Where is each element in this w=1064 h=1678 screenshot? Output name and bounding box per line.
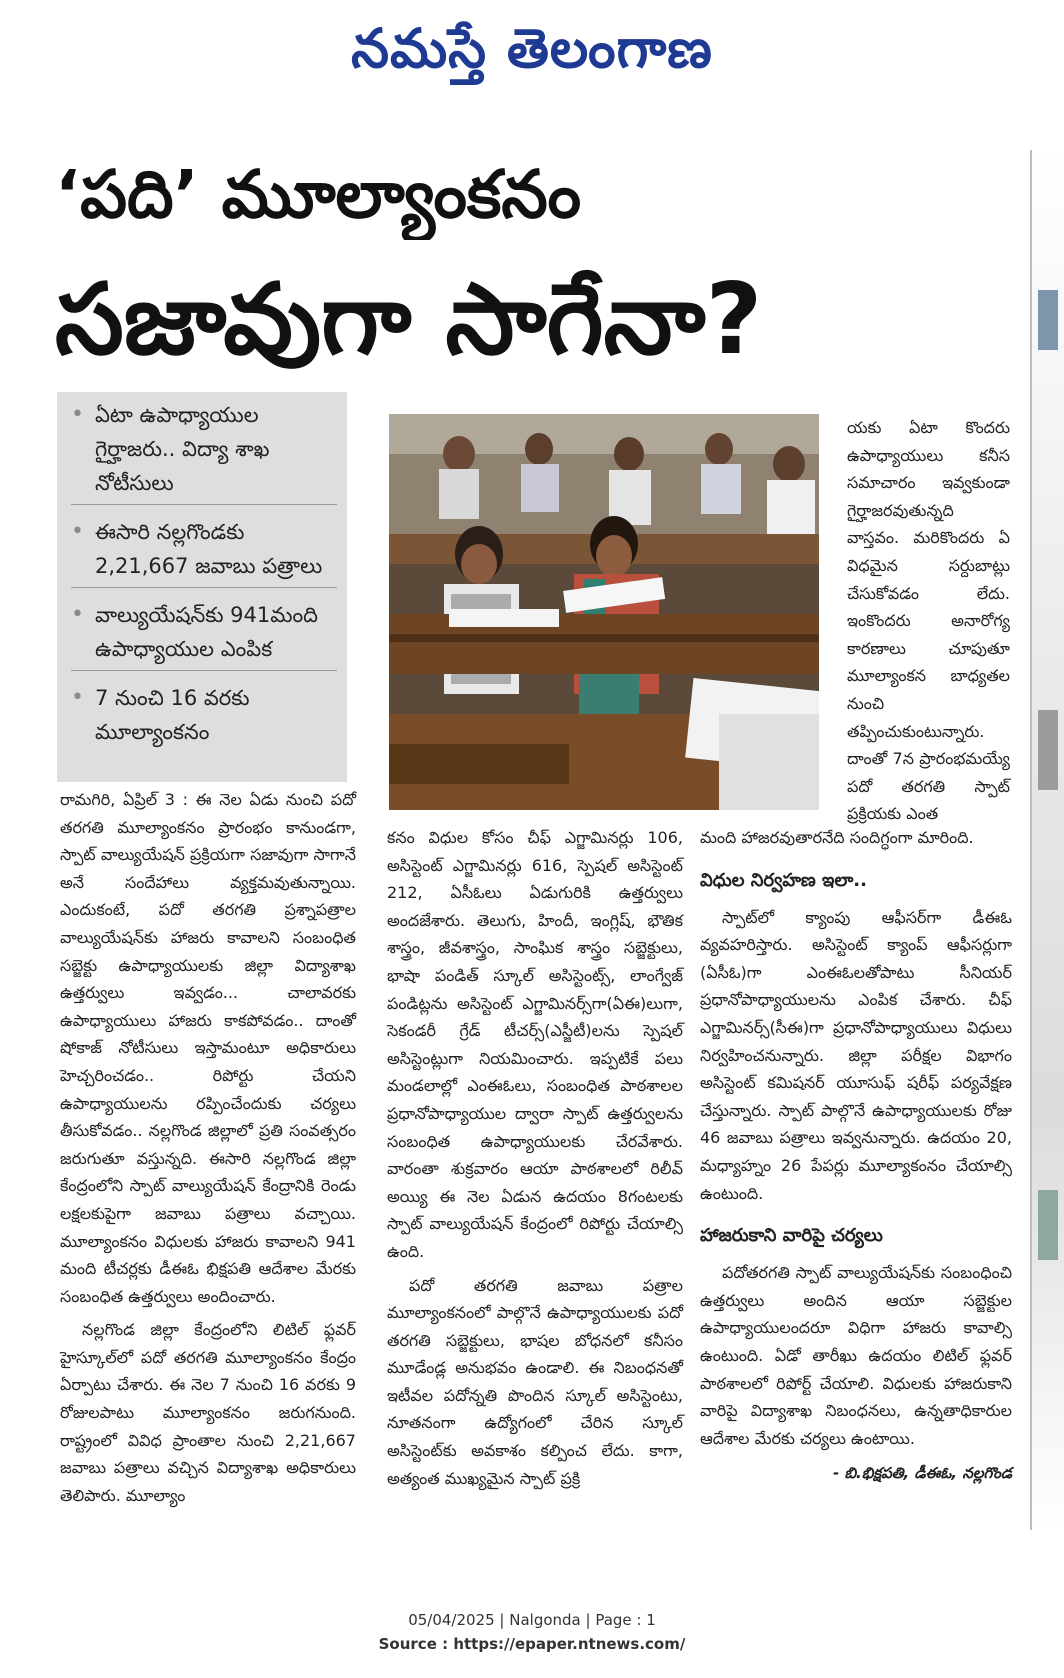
quote-signature: - బి.భిక్షపతి, డీఈఓ, నల్లగొండ bbox=[833, 1464, 1012, 1483]
footer-date-edition: 05/04/2025 | Nalgonda | Page : 1 bbox=[408, 1611, 656, 1629]
article-column-3-top bbox=[847, 414, 1010, 834]
paragraph: రామగిరి, ఏప్రిల్ 3 : ఈ నెల ఏడు నుంచి పదో తరగతి మూల్యాంకనం ప్రారంభం కానుండగా, స్పాట్ వాల్యుయేషన్ ప్రక్రియగా సజావుగా సాగానే అనే సందేహాలు వ్యక్తమవుతున్నాయి. ఎందుకంటే, పదో తరగతి ప్రశ్నాపత్రాల వాల్యుయేషన్‌కు హాజరు కావాలని సంబంధిత సబ్జెక్టు ఉపాధ్యాయులకు జిల్లా విద్యాశాఖ ఉత్తర్వులు ఇవ్వడం... చాలావరకు ఉపాధ్యాయులు హాజరు కాకపోవడం.. దాంతో షోకాజ్ నోటీసులు ఇస్తామంటూ అధికారులు హెచ్చరించడం.. రిపోర్టు చేయని ఉపాధ్యాయులను రప్పించేందుకు చర్యలు తీసుకోవడం.. నల్లగొండ జిల్లాలో ప్రతి సంవత్సరం జరుగుతూ వస్తున్నది. ఈసారి నల్లగొండ జిల్లా కేంద్రంలోని స్పాట్ వాల్యుయేషన్ కేంద్రానికి రెండు లక్షలకుపైగా జవాబు పత్రాలు వచ్చాయి. మూల్యాంకనం విధులకు హాజరు కావాలని 941 మంది టీచర్లకు డీఈఓ భిక్షపతి ఆదేశాల మేరకు సంబంధిత ఉత్తర్వులు అందించారు. bbox=[60, 790, 356, 1306]
subheading-actions: హాజరుకాని వారిపై చర్యలు bbox=[700, 1225, 883, 1247]
highlight-text: వాల్యుయేషన్‌కు 941మంది ఉపాధ్యాయుల ఎంపిక bbox=[95, 603, 318, 661]
article-column-2 bbox=[387, 824, 683, 1498]
edge-image-strip bbox=[1038, 710, 1058, 790]
highlight-text: ఏటా ఉపాధ్యాయుల గైర్హాజరు.. విద్యా శాఖ నోటీసులు bbox=[95, 403, 270, 495]
bullet-icon: • bbox=[71, 402, 84, 427]
edge-image-strip bbox=[1038, 290, 1058, 350]
bullet-icon: • bbox=[71, 685, 84, 710]
headline-line-2: సజావుగా సాగేనా? bbox=[55, 263, 763, 377]
paragraph: నల్లగొండ జిల్లా కేంద్రంలోని లిటిల్ ఫ్లవర్ హైస్కూల్‌లో పదో తరగతి మూల్యాంకనం కేంద్రం ఏర్పాటు చేశారు. ఈ నెల 7 నుంచి 16 వరకు 9 రోజులపాటు మూల్యాంకనం జరుగనుంది. రాష్ట్రంలో వివిధ ప్రాంతాల నుంచి 2,21,667 జవాబు పత్రాలు వచ్చిన విద్యాశాఖ అధికారులు తెలిపారు. మూల్యాం bbox=[60, 1320, 356, 1505]
paragraph: కనం విధుల కోసం చీఫ్ ఎగ్జామినర్లు 106, అసిస్టెంట్ ఎగ్జామినర్లు 616, స్పెషల్ అసిస్టెంట్ 212, ఏసీఓలు ఏడుగురికి ఉత్తర్వులు అందజేశారు. తెలుగు, హిందీ, ఇంగ్లిష్, భౌతిక శాస్త్రం, జీవశాస్త్రం, సాంఘిక శాస్త్రం సబ్జెక్టులు, భాషా పండిత్ స్కూల్ అసిస్టెంట్స్, లాంగ్వేజ్ పండిట్లను అసిస్టెంట్ ఎగ్జామినర్స్‌గా(ఏఈ)లుగా, సెకండరీ గ్రేడ్ టీచర్స్(ఎస్జీటీ)లను స్పెషల్ అసిస్టెంట్లుగా నియమించారు. ఇప్పటికే పలు మండలాల్లో ఎంఈఓలు, సంబంధిత పాఠశాలల ప్రధానోపాధ్యాయుల ద్వారా స్పాట్ ఉత్తర్వులను సంబంధిత ఉపాధ్యాయులకు చేరవేశారు. వారంతా శుక్రవారం ఆయా పాఠశాలలో రిలీవ్ అయ్యి ఈ నెల ఏడున ఉదయం 8గంటలకు స్పాట్ వాల్యుయేషన్ కేంద్రంలో రిపోర్టు చేయాల్సి ఉంది. bbox=[387, 828, 683, 1261]
bullet-icon: • bbox=[71, 519, 84, 544]
highlight-item bbox=[71, 598, 337, 671]
paragraph: మంది హాజరవుతారనేది సందిగ్ధంగా మారింది. bbox=[700, 828, 974, 847]
highlight-item bbox=[71, 398, 337, 505]
highlight-item bbox=[71, 515, 337, 588]
masthead-title: నమస్తే తెలంగాణ bbox=[351, 16, 713, 80]
highlight-item bbox=[71, 681, 337, 753]
highlight-text: 7 నుంచి 16 వరకు మూల్యాంకనం bbox=[95, 686, 250, 744]
article-column-1 bbox=[60, 786, 356, 1515]
footer-source-link[interactable]: Source : https://epaper.ntnews.com/ bbox=[378, 1635, 686, 1653]
headline-line-1: ‘పది’ మూల్యాంకనం bbox=[55, 156, 582, 233]
highlights-box bbox=[57, 392, 347, 782]
edge-image-strip bbox=[1038, 1190, 1058, 1260]
article-column-3-bottom bbox=[700, 824, 1012, 1488]
subheading-duties: విధుల నిర్వహణ ఇలా.. bbox=[700, 869, 867, 891]
highlight-text: ఈసారి నల్లగొండకు 2,21,667 జవాబు పత్రాలు bbox=[95, 520, 323, 578]
news-photo-teachers-evaluating bbox=[389, 414, 819, 810]
adjacent-page-edge bbox=[1030, 150, 1064, 1530]
paragraph: యకు ఏటా కొందరు ఉపాధ్యాయులు కనీస సమాచారం ఇవ్వకుండా గైర్హాజరవుతున్నది వాస్తవం. మరికొందరు ఏ విధమైన సర్దుబాట్లు చేసుకోవడం లేదు. ఇంకొందరు అనారోగ్య కారణాలు చూపుతూ మూల్యాంకన బాధ్యతల నుంచి తప్పించుకుంటున్నారు. దాంతో 7న ప్రారంభమయ్యే పదో తరగతి స్పాట్ ప్రక్రియకు ఎంత bbox=[847, 418, 1010, 824]
paragraph: పదోతరగతి స్పాట్ వాల్యుయేషన్‌కు సంబంధించి ఉత్తర్వులు అందిన ఆయా సబ్జెక్టుల ఉపాధ్యాయులందరూ విధిగా హాజరు కావాల్సి ఉంటుంది. ఏడో తారీఖు ఉదయం లిటిల్ ఫ్లవర్ పాఠశాలలో రిపోర్ట్ చేయాలి. విధులకు హాజరుకాని వారిపై విద్యాశాఖ నిబంధనలు, ఉన్నతాధికారుల ఆదేశాల మేరకు చర్యలు ఉంటాయి. bbox=[700, 1263, 1012, 1448]
page-footer bbox=[0, 1608, 1064, 1656]
photo-illustration bbox=[389, 414, 819, 810]
paragraph: పదో తరగతి జవాబు పత్రాల మూల్యాంకనంలో పాల్గొనే ఉపాధ్యాయులకు పదో తరగతి సబ్జెక్టులు, భాషల బోధనలో కనీసం మూడేండ్ల అనుభవం ఉండాలి. ఈ నిబంధనతో ఇటీవల పదోన్నతి పొందిన స్కూల్ అసిస్టెంటు, నూతనంగా ఉద్యోగంలో చేరిన స్కూల్ అసిస్టెంట్‌కు అవకాశం కల్పించ లేదు. కాగా, అత్యంత ముఖ్యమైన స్పాట్ ప్రక్రి bbox=[387, 1275, 683, 1488]
paragraph: స్పాట్‌లో క్యాంపు ఆఫీసర్‌గా డీఈఓ వ్యవహరిస్తారు. అసిస్టెంట్ క్యాంప్ ఆఫీసర్లుగా (ఏసీఓ)గా ఎంఈఓలతోపాటు సీనియర్ ప్రధానోపాధ్యాయులను ఎంపిక చేశారు. చీఫ్ ఎగ్జామినర్స్(సీఈ)గా ప్రధానోపాధ్యాయులు విధులు నిర్వహించనున్నారు. జిల్లా పరీక్షల విభాగం అసిస్టెంట్ కమిషనర్ యూసుఫ్ షరీఫ్ పర్యవేక్షణ చేస్తున్నారు. స్పాట్ పాల్గొనే ఉపాధ్యాయులకు రోజు 46 జవాబు పత్రాలు ఇవ్వనున్నారు. ఉదయం 20, మధ్యాహ్నం 26 పేపర్లు మూల్యాకంనం చేయాల్సి ఉంటుంది. bbox=[700, 907, 1012, 1203]
bullet-icon: • bbox=[71, 602, 84, 627]
newspaper-masthead bbox=[0, 8, 1064, 88]
